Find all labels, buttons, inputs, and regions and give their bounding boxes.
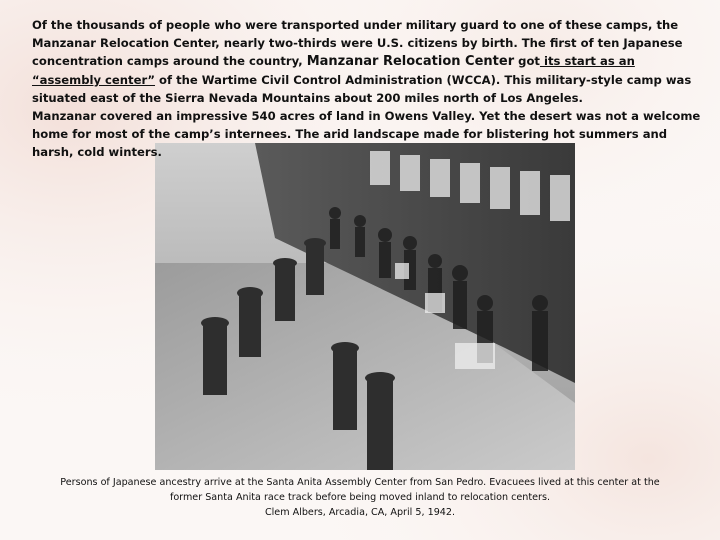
caption-line: former Santa Anita race track before being moved inland to relocation centers. (169, 492, 551, 503)
paragraph-manzanar-intro: Of the thousands of people who were transported under military guard to one of these camps, the Manzanar Relocation Center, nearly two-thirds were U.S. citizens by birth. The first of ten Japanese concentration camps around the country, Manzanar Relocation Center got its start as an “assembly center” of the Wartime Civil Control Administration (WCCA). This military-style camp was situated east of the Sierra Nevada Mountains about 200 miles north of Los Angeles. (32, 18, 692, 105)
manzanar-name-emphasis: Manzanar Relocation Center (306, 54, 515, 69)
body-text (32, 16, 702, 161)
historical-photo (155, 143, 575, 470)
caption-credit: Clem Albers, Arcadia, CA, April 5, 1942. (264, 507, 456, 518)
caption-line: Persons of Japanese ancestry arrive at the Santa Anita Assembly Center from San Pedro. Evacuees lived at this center at the (60, 477, 660, 488)
paragraph-owens-valley: Manzanar covered an impressive 540 acres of land in Owens Valley. Yet the desert was not a welcome home for most of the camp’s internees. The arid landscape made for blistering hot summers and harsh, cold winters. (32, 109, 701, 159)
assembly-center-underlined: its start as an “assembly center” (32, 54, 635, 87)
photo-caption (30, 475, 690, 520)
